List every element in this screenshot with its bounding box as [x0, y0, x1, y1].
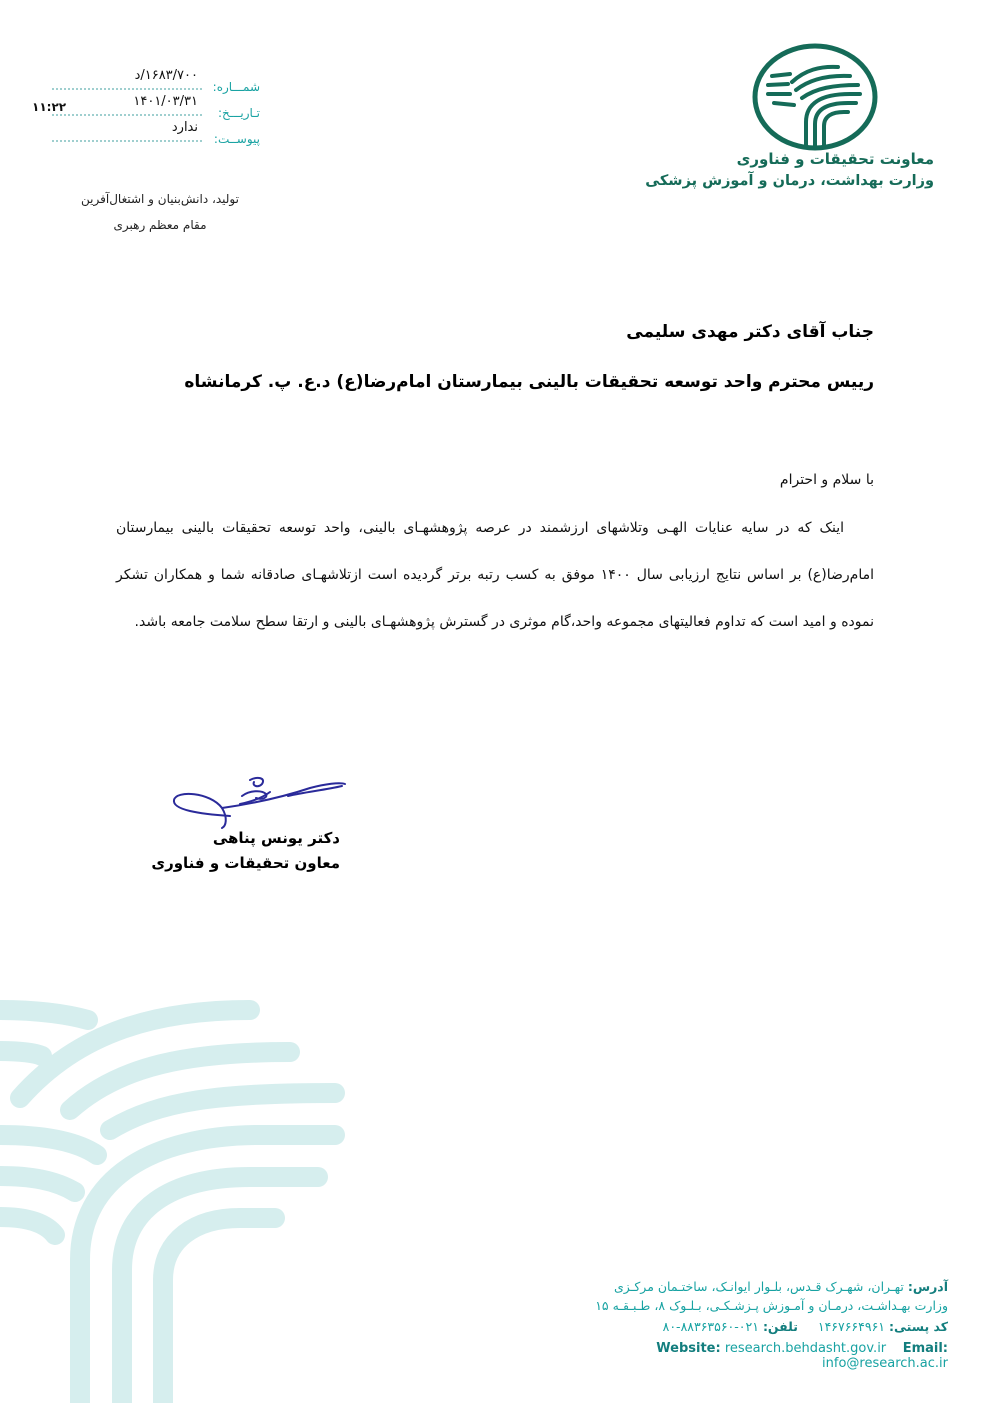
email-link[interactable]: info@research.ac.ir — [822, 1356, 948, 1371]
letter-date-value: ۱۴۰۱/۰۳/۳۱ — [133, 94, 198, 109]
address-value-1: تهـران، شهـرک قـدس، بلـوار ایوانـک، ساختـمان مرکـزی — [614, 1279, 904, 1294]
postal-code-value: ۱۴۶۷۶۶۴۹۶۱ — [817, 1319, 885, 1334]
motto-line-2: مقام معظم رهبری — [113, 218, 207, 232]
tree-emblem-icon — [750, 42, 880, 152]
org-name-line-2: وزارت بهداشت، درمان و آموزش پزشکی — [645, 173, 934, 189]
website-label: Website: — [656, 1341, 721, 1356]
motto-line-1: تولید، دانش‌بنیان و اشتغال‌آفرین — [81, 192, 239, 206]
email-label: Email: — [902, 1341, 948, 1356]
addressee-title: رییس محترم واحد توسعه تحقیقات بالینی بیمارستان امام‌رضا(ع) د.ع. پ. کرمانشاه — [184, 372, 874, 392]
signatory-name: دکتر یونس پناهی — [212, 829, 340, 847]
letter-date-row — [32, 94, 260, 124]
letter-number-label: شمـــاره: — [212, 80, 260, 94]
letter-date-label: تـاریـــخ: — [218, 106, 260, 120]
dotted-line — [52, 114, 202, 116]
footer-web-line — [528, 1341, 948, 1371]
phone-label: تلفن: — [762, 1319, 798, 1334]
org-name-line-1: معاونت تحقیقات و فناوری — [736, 150, 934, 168]
footer-address-line-1 — [528, 1278, 948, 1296]
letter-attachment-row — [40, 120, 260, 150]
letter-attachment-label: پیوســت: — [213, 132, 260, 146]
letter-time-value: ۱۱:۲۲ — [32, 100, 67, 114]
letter-number-value: ۱۶۸۳/۷۰۰/د — [134, 68, 198, 83]
letter-body: اینک که در سایه عنایات الهـی وتلاشهای ارزشمند در عرصه پژوهشهـای بالینی، واحد توسعه تحقیقات بالینی بیمارستان امام‌رضا(ع) بر اساس نتایج ارزیابی سال ۱۴۰۰ موفق به کسب رتبه برتر گردیده است ازتلاشهـای صادقانه شما و همکاران تشکر نموده و امید است که تداوم فعالیتهای مجموعه واحد،گام موثری در گسترش پژوهشهـای بالینی و ارتقا سطح سلامت جامعه باشد. — [116, 520, 874, 630]
signatory-title: معاون تحقیقات و فناوری — [151, 854, 340, 872]
tree-watermark-icon — [0, 960, 360, 1403]
greeting: با سلام و احترام — [779, 472, 874, 488]
footer-contact-line — [528, 1318, 948, 1336]
phone-value: ۰۲۱-۸۸۳۶۳۵۶۰-۸۰ — [662, 1319, 759, 1334]
dotted-line — [52, 88, 202, 90]
postal-code-label: کد پستی: — [888, 1319, 948, 1334]
website-link[interactable]: research.behdasht.gov.ir — [724, 1341, 887, 1356]
dotted-line — [52, 140, 202, 142]
address-label: آدرس: — [907, 1279, 948, 1294]
addressee-name: جناب آقای دکتر مهدی سلیمی — [626, 322, 874, 342]
footer-address-line-2: وزارت بهـداشـت، درمـان و آمـوزش پـزشـکـی، بـلـوک ۸، طـبـقـه ۱۵ — [595, 1298, 948, 1313]
letter-attachment-value: ندارد — [171, 120, 198, 135]
